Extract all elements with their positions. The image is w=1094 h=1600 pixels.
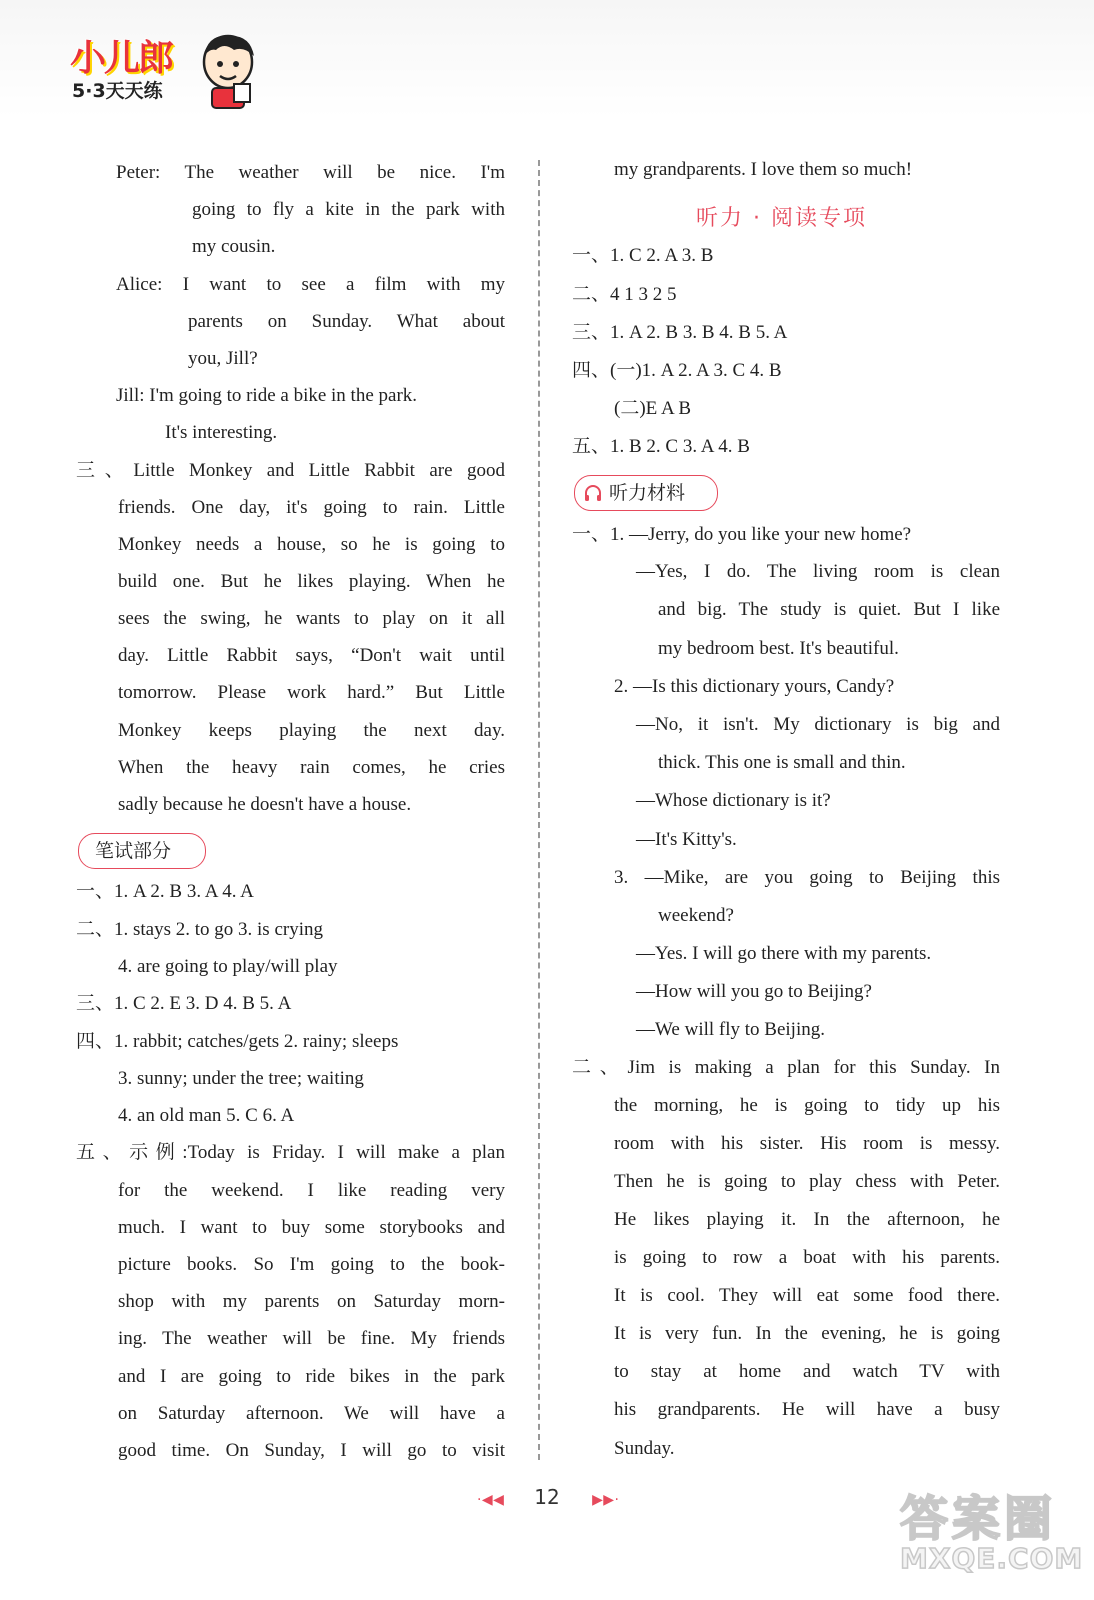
mascot-boy-icon	[194, 30, 262, 110]
watermark-url: MXQE.COM	[900, 1542, 1084, 1575]
essay-line: for the weekend. I like reading very	[118, 1180, 505, 1201]
story-line: sees the swing, he wants to play on it all	[118, 608, 505, 629]
story-line: Monkey keeps playing the next day.	[118, 720, 505, 741]
answer-line: 一、1. C 2. A 3. B	[572, 245, 714, 266]
essay-line: 五、示例:Today is Friday. I will make a plan	[76, 1142, 505, 1163]
written-section-label: 笔试部分	[78, 833, 206, 869]
prev-arrows-icon: · ◀ ◀	[477, 1492, 502, 1508]
dialogue-line: going to fly a kite in the park with	[192, 199, 505, 220]
transcript-line: to stay at home and watch TV with	[614, 1361, 1000, 1382]
dialogue-line: It's interesting.	[165, 422, 278, 443]
listening-section-label: 听力材料	[574, 475, 718, 511]
answer-line: 三、1. C 2. E 3. D 4. B 5. A	[76, 993, 292, 1014]
transcript-line: —It's Kitty's.	[636, 829, 737, 850]
column-divider	[538, 160, 540, 1460]
essay-line: good time. On Sunday, I will go to visit	[118, 1440, 505, 1461]
story-line: Monkey needs a house, so he is going to	[118, 534, 505, 555]
story-line: 三、Little Monkey and Little Rabbit are good	[76, 460, 505, 481]
transcript-line: his grandparents. He will have a busy	[614, 1399, 1000, 1420]
dialogue-line: you, Jill?	[188, 348, 258, 369]
transcript-line: thick. This one is small and thin.	[658, 752, 906, 773]
answer-line: 4. are going to play/will play	[118, 956, 338, 977]
transcript-line: It is cool. They will eat some food there.	[614, 1285, 1000, 1306]
transcript-line: 3. —Mike, are you going to Beijing this	[614, 867, 1000, 888]
story-line: friends. One day, it's going to rain. Little	[118, 497, 505, 518]
essay-line: on Saturday afternoon. We will have a	[118, 1403, 505, 1424]
transcript-line: Then he is going to play chess with Peter.	[614, 1171, 1000, 1192]
transcript-line: —How will you go to Beijing?	[636, 981, 872, 1002]
transcript-line: —We will fly to Beijing.	[636, 1019, 825, 1040]
next-arrows-icon: ▶ ▶ ·	[592, 1492, 617, 1508]
story-line: build one. But he likes playing. When he	[118, 571, 505, 592]
answer-line: 3. sunny; under the tree; waiting	[118, 1068, 364, 1089]
transcript-line: —Whose dictionary is it?	[636, 790, 831, 811]
transcript-line: —Yes, I do. The living room is clean	[636, 561, 1000, 582]
essay-line: picture books. So I'm going to the book-	[118, 1254, 505, 1275]
answer-line: 四、1. rabbit; catches/gets 2. rainy; sleeps	[76, 1031, 399, 1052]
story-line: day. Little Rabbit says, “Don't wait until	[118, 645, 505, 666]
reading-section-title: 听力 · 阅读专项	[696, 206, 867, 231]
transcript-line: and big. The study is quiet. But I like	[658, 599, 1000, 620]
answer-line: 四、(一)1. A 2. A 3. C 4. B	[572, 360, 782, 381]
story-line: When the heavy rain comes, he cries	[118, 757, 505, 778]
story-line: tomorrow. Please work hard.” But Little	[118, 682, 505, 703]
transcript-line: the morning, he is going to tidy up his	[614, 1095, 1000, 1116]
transcript-line: weekend?	[658, 905, 734, 926]
answer-line: 二、1. stays 2. to go 3. is crying	[76, 919, 323, 940]
publisher-logo	[70, 30, 260, 110]
essay-line: ing. The weather will be fine. My friends	[118, 1328, 505, 1349]
answer-line: 三、1. A 2. B 3. B 4. B 5. A	[572, 322, 788, 343]
transcript-line: Sunday.	[614, 1438, 675, 1459]
essay-line: much. I want to buy some storybooks and	[118, 1217, 505, 1238]
essay-line: shop with my parents on Saturday morn-	[118, 1291, 505, 1312]
transcript-line: 2. —Is this dictionary yours, Candy?	[614, 676, 895, 697]
series-name: 5·3天天练	[72, 80, 163, 102]
site-watermark	[900, 1480, 1084, 1590]
answer-line: 4. an old man 5. C 6. A	[118, 1105, 295, 1126]
transcript-line: —No, it isn't. My dictionary is big and	[636, 714, 1000, 735]
transcript-line: 二、Jim is making a plan for this Sunday. In	[572, 1057, 1000, 1078]
transcript-line: is going to row a boat with his parents.	[614, 1247, 1000, 1268]
transcript-line: room with his sister. His room is messy.	[614, 1133, 1000, 1154]
transcript-line: my bedroom best. It's beautiful.	[658, 638, 899, 659]
answer-line: 五、1. B 2. C 3. A 4. B	[572, 436, 750, 457]
essay-line: and I are going to ride bikes in the park	[118, 1366, 505, 1387]
essay-line: my grandparents. I love them so much!	[614, 159, 913, 180]
dialogue-line: my cousin.	[192, 236, 276, 257]
transcript-line: It is very fun. In the evening, he is going	[614, 1323, 1000, 1344]
watermark-logo: 答案圈	[900, 1491, 1057, 1547]
headphones-icon	[583, 483, 603, 503]
story-line: sadly because he doesn't have a house.	[118, 794, 412, 815]
brand-name: 小儿郎	[70, 38, 173, 79]
dialogue-line: Jill: I'm going to ride a bike in the park.	[116, 385, 418, 406]
dialogue-line: Alice: I want to see a film with my	[116, 274, 505, 295]
answer-line: 二、4 1 3 2 5	[572, 284, 677, 305]
transcript-line: 一、1. —Jerry, do you like your new home?	[572, 524, 912, 545]
transcript-line: He likes playing it. In the afternoon, he	[614, 1209, 1000, 1230]
answer-line: (二)E A B	[614, 398, 692, 419]
transcript-line: —Yes. I will go there with my parents.	[636, 943, 932, 964]
page-number: 12	[534, 1485, 560, 1509]
dialogue-line: Peter: The weather will be nice. I'm	[116, 162, 505, 183]
answer-line: 一、1. A 2. B 3. A 4. A	[76, 881, 254, 902]
dialogue-line: parents on Sunday. What about	[188, 311, 505, 332]
